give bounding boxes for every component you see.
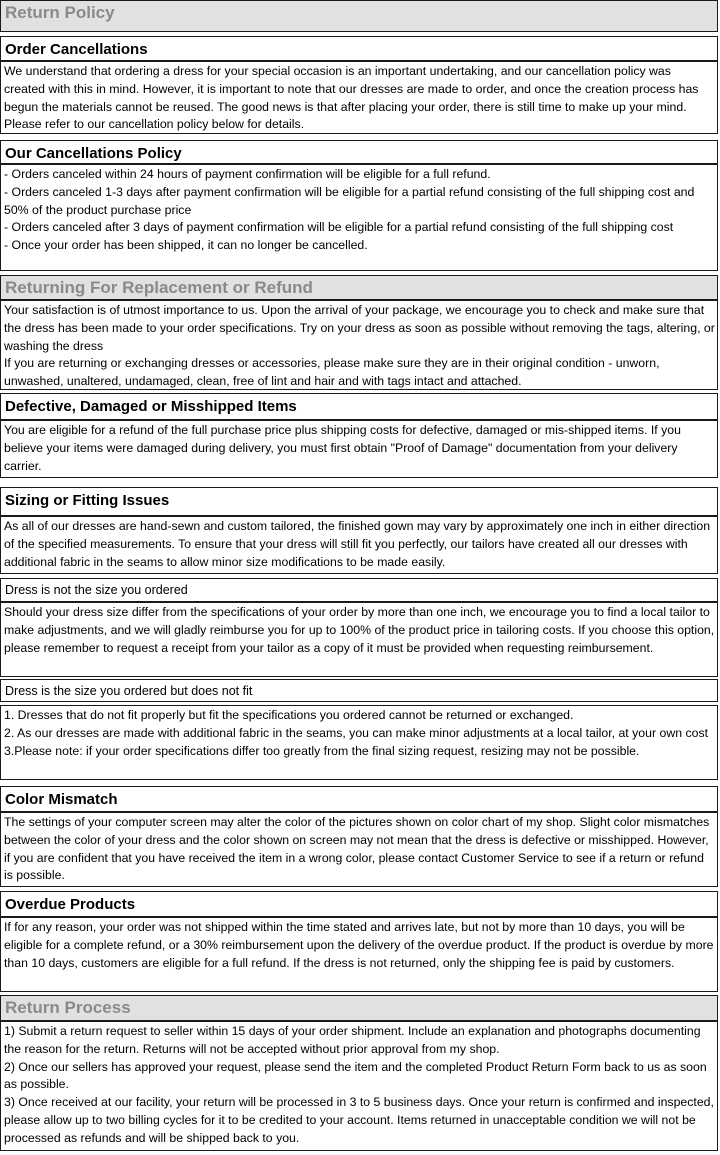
subheading-size-ordered-not-fit: Dress is the size you ordered but does not fit [0, 679, 718, 702]
title-return-policy: Return Policy [0, 0, 718, 32]
subheading-not-size-ordered: Dress is not the size you ordered [0, 578, 718, 602]
title-return-process: Return Process [0, 995, 718, 1021]
defective-damaged-text: You are eligible for a refund of the full purchase price plus shipping costs for defective, damaged or mis-shipped items. If you believe your items were damaged during delivery, you must first obtain "Proof of Damage" documentation from your delivery carrier. [0, 420, 718, 478]
cancellations-policy-list: - Orders canceled within 24 hours of payment confirmation will be eligible for a full refund. - Orders canceled 1-3 days after payment confirmation will be eligible for a partial refund consisting of the full shipping cost and 50% of the product purchase price - Orders canceled after 3 days of payment confirmation will be eligible for a partial refund consisting of the full shipping cost - Once your order has been shipped, it can no longer be cancelled. [0, 164, 718, 271]
heading-sizing-fitting: Sizing or Fitting Issues [0, 487, 718, 516]
heading-order-cancellations: Order Cancellations [0, 36, 718, 61]
heading-color-mismatch: Color Mismatch [0, 786, 718, 812]
order-cancellations-text: We understand that ordering a dress for your special occasion is an important undertaking, and our cancellation policy was created with this in mind. However, it is important to note that our dresses are made to order, and once the creation process has begun the materials cannot be reused. The good news is that after placing your order, there is still time to make up your mind. Please refer to our cancellation policy below for details. [0, 61, 718, 134]
heading-cancellations-policy: Our Cancellations Policy [0, 140, 718, 164]
title-returning-replacement-refund: Returning For Replacement or Refund [0, 275, 718, 300]
return-process-steps: 1) Submit a return request to seller within 15 days of your order shipment. Include an explanation and photographs documenting the reason for the return. Returns will not be accepted without prior approval from my shop. 2) Once our sellers has approved your request, please send the item and the completed Product Return Form back to us as soon as possible. 3) Once received at our facility, your return will be processed in 3 to 5 business days. Once your return is confirmed and inspected, please allow up to two billing cycles for it to be credited to your account. Items returned in unacceptable condition we will not be processed as refunds and will be shipped back to you. [0, 1021, 718, 1151]
returning-text: Your satisfaction is of utmost importance to us. Upon the arrival of your package, we encourage you to check and make sure that the dress has been made to your order specifications. Try on your dress as soon as possible without removing the tags, altering, or washing the dress If you are returning or exchanging dresses or accessories, please make sure they are in their original condition - unworn, unwashed, unaltered, undamaged, clean, free of lint and hair and with tags intact and attached. [0, 300, 718, 390]
size-ordered-not-fit-list: 1. Dresses that do not fit properly but fit the specifications you ordered cannot be returned or exchanged. 2. As our dresses are made with additional fabric in the seams, you can make minor adjustments at a local tailor, at your own cost 3.Please note: if your order specifications differ too greatly from the final sizing request, resizing may not be possible. [0, 705, 718, 780]
sizing-fitting-text: As all of our dresses are hand-sewn and custom tailored, the finished gown may vary by approximately one inch in either direction of the specified measurements. To ensure that your dress will still fit you perfectly, our tailors have created all our dresses with additional fabric in the seams to allow minor size modifications to be made easily. [0, 516, 718, 574]
not-size-ordered-text: Should your dress size differ from the specifications of your order by more than one inch, we encourage you to find a local tailor to make adjustments, and we will gladly reimburse you for up to 100% of the product price in tailoring costs. If you choose this option, please remember to request a receipt from your tailor as a copy of it must be provided when requesting reimbursement. [0, 602, 718, 677]
heading-overdue-products: Overdue Products [0, 891, 718, 917]
heading-defective-damaged: Defective, Damaged or Misshipped Items [0, 393, 718, 420]
overdue-products-text: If for any reason, your order was not shipped within the time stated and arrives late, but not by more than 10 days, you will be eligible for a complete refund, or a 30% reimbursement upon the delivery of the overdue product. If the product is overdue by more than 10 days, customers are eligible for a full refund. If the dress is not returned, only the shipping fee is paid by customers. [0, 917, 718, 992]
color-mismatch-text: The settings of your computer screen may alter the color of the pictures shown on color chart of my shop. Slight color mismatches between the color of your dress and the color shown on screen may not mean that the dress is defective or misshipped. However, if you are confident that you have received the item in a wrong color, please contact Customer Service to see if a return or refund is possible. [0, 812, 718, 887]
